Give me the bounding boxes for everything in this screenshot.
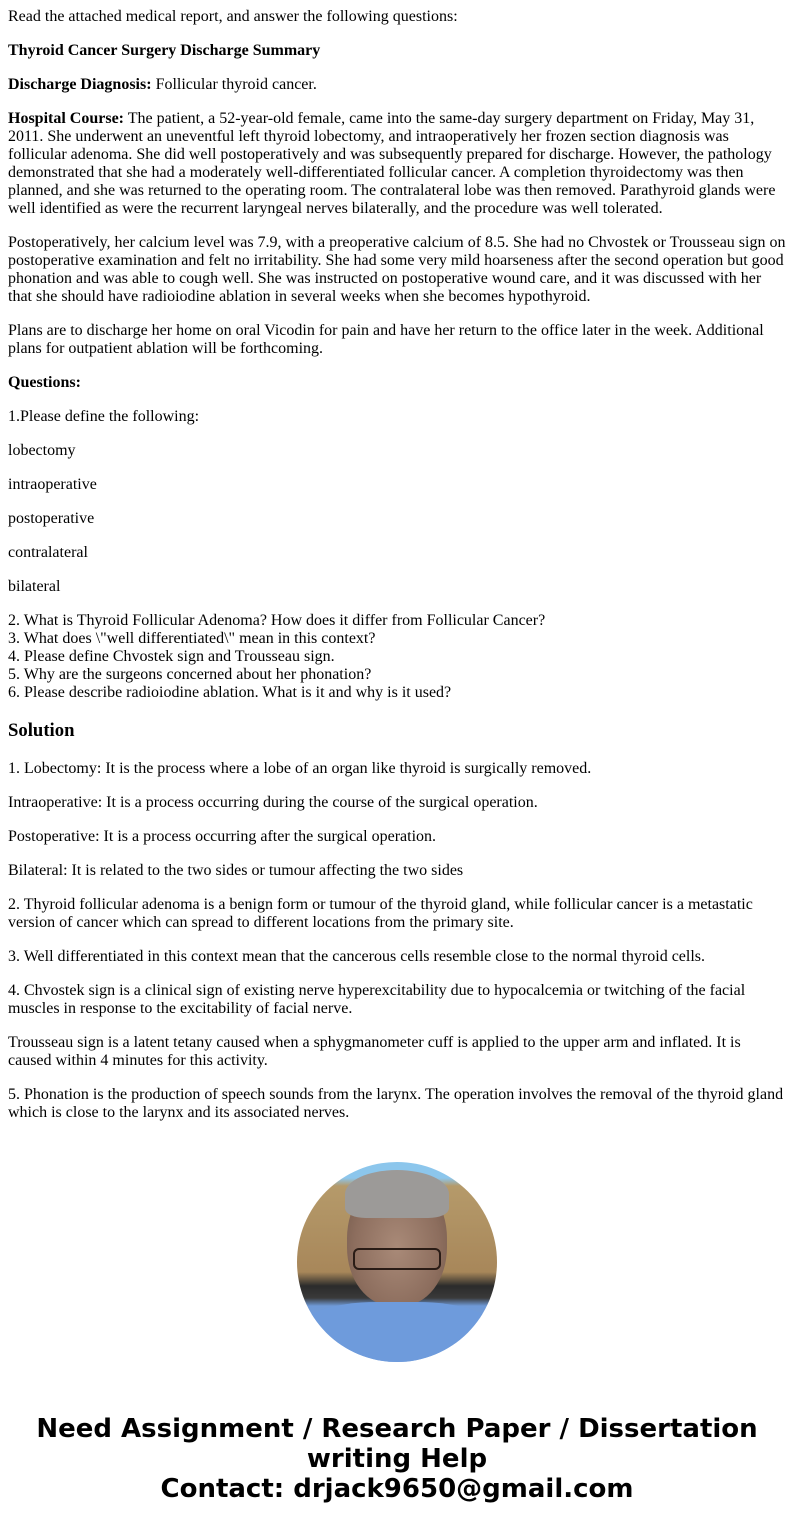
- author-photo-container: [0, 1162, 794, 1362]
- question-6: 6. Please describe radioiodine ablation. What is it and why is it used?: [8, 684, 452, 701]
- avatar-shirt: [297, 1302, 497, 1362]
- postop-paragraph: Postoperatively, her calcium level was 7.9, with a preoperative calcium of 8.5. She had no Chvostek or Trousseau sign on postoperative examination and felt no irritability. She had some very mild hoarseness after the second operation but good phonation and was able to cough well. She was instructed on postoperative wound care, and it was discussed with her that she should have radioiodine ablation in several weeks when she becomes hypothyroid.: [8, 234, 786, 305]
- solution-paragraph: Bilateral: It is related to the two sides or tumour affecting the two sides: [8, 862, 464, 879]
- intro-text: Read the attached medical report, and answer the following questions:: [8, 8, 458, 25]
- promo-banner: [0, 1414, 794, 1534]
- course-label: Hospital Course:: [8, 110, 124, 127]
- solution-paragraph: 1. Lobectomy: It is the process where a lobe of an organ like thyroid is surgically removed.: [8, 760, 592, 777]
- question-list: [8, 612, 786, 702]
- term-intraoperative: intraoperative: [8, 476, 97, 493]
- solution-paragraph: 5. Phonation is the production of speech sounds from the larynx. The operation involves the removal of the thyroid gland which is close to the larynx and its associated nerves.: [8, 1086, 784, 1121]
- solution-heading: Solution: [8, 720, 75, 741]
- solution-paragraph: 4. Chvostek sign is a clinical sign of existing nerve hyperexcitability due to hypocalcemia or twitching of the facial muscles in response to the excitability of facial nerve.: [8, 982, 746, 1017]
- solution-paragraph: 3. Well differentiated in this context mean that the cancerous cells resemble close to the normal thyroid cells.: [8, 948, 706, 965]
- question-4: 4. Please define Chvostek sign and Trousseau sign.: [8, 648, 335, 665]
- term-postoperative: postoperative: [8, 510, 95, 527]
- promo-line-1: Need Assignment / Research Paper / Dissertation writing Help: [36, 1414, 758, 1474]
- course-text: The patient, a 52-year-old female, came into the same-day surgery department on Friday, May 31, 2011. She underwent an uneventful left thyroid lobectomy, and intraoperatively her frozen section diagnosis was follicular adenoma. She did well postoperatively and was subsequently prepared for discharge. However, the pathology demonstrated that she had a moderately well-differentiated follicular cancer. A completion thyroidectomy was then planned, and she was returned to the operating room. The contralateral lobe was then removed. Parathyroid glands were well identified as were the recurrent laryngeal nerves bilaterally, and the procedure was well tolerated.: [8, 110, 776, 217]
- diagnosis-text: Follicular thyroid cancer.: [151, 76, 317, 93]
- promo-contact: Contact: drjack9650@gmail.com: [160, 1474, 634, 1504]
- discharge-diagnosis: [8, 76, 786, 94]
- solution-paragraph: Trousseau sign is a latent tetany caused when a sphygmanometer cuff is applied to the upper arm and inflated. It is caused within 4 minutes for this activity.: [8, 1034, 741, 1069]
- diagnosis-label: Discharge Diagnosis:: [8, 76, 152, 93]
- solution-paragraph: 2. Thyroid follicular adenoma is a benign form or tumour of the thyroid gland, while follicular cancer is a metastatic version of cancer which can spread to different locations from the primary site.: [8, 896, 753, 931]
- questions-heading: Questions:: [8, 374, 81, 391]
- term-lobectomy: lobectomy: [8, 442, 76, 459]
- term-bilateral: bilateral: [8, 578, 61, 595]
- avatar-glasses: [353, 1248, 441, 1270]
- solution-paragraph: Intraoperative: It is a process occurring during the course of the surgical operation.: [8, 794, 538, 811]
- avatar-hair: [345, 1170, 449, 1218]
- hospital-course: [8, 110, 786, 218]
- plans-paragraph: Plans are to discharge her home on oral Vicodin for pain and have her return to the office later in the week. Additional plans for outpatient ablation will be forthcoming.: [8, 322, 764, 357]
- report-title: Thyroid Cancer Surgery Discharge Summary: [8, 42, 321, 59]
- question-1: 1.Please define the following:: [8, 408, 200, 425]
- solution-paragraph: Postoperative: It is a process occurring after the surgical operation.: [8, 828, 437, 845]
- author-avatar: [297, 1162, 497, 1362]
- term-contralateral: contralateral: [8, 544, 88, 561]
- question-3: 3. What does \"well differentiated\" mean in this context?: [8, 630, 376, 647]
- question-5: 5. Why are the surgeons concerned about her phonation?: [8, 666, 372, 683]
- question-2: 2. What is Thyroid Follicular Adenoma? How does it differ from Follicular Cancer?: [8, 612, 546, 629]
